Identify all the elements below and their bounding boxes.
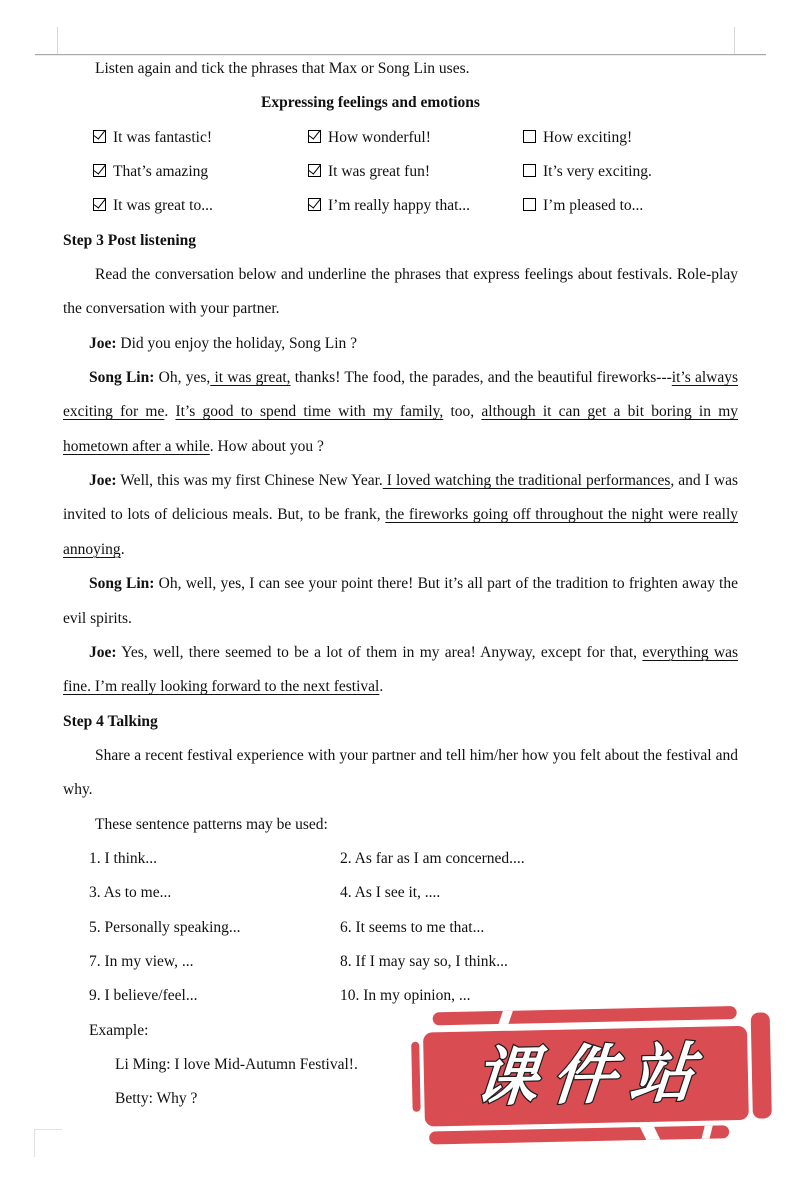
pattern-row (89, 911, 738, 945)
checkbox-checked-icon (308, 198, 321, 211)
checkbox-checked-icon (93, 164, 106, 177)
document-body (63, 52, 738, 1117)
section-title: Expressing feelings and emotions (261, 94, 480, 112)
speaker-name: Joe: (89, 643, 117, 661)
checkbox-row (93, 121, 738, 155)
dialogue-text: , and I was invited to lots of delicious meals. But, to be frank, (63, 472, 738, 524)
dialogue-text: Oh, well, yes, I can see your point there! But it’s all part of the tradition to frighten away the evil spirits. (63, 575, 738, 627)
dialogue-text: Did you enjoy the holiday, Song Lin ? (116, 334, 358, 352)
intro-line: Listen again and tick the phrases that Max or Song Lin uses. (95, 60, 470, 77)
checkbox-label: It was great to... (113, 197, 213, 215)
pattern-item: 10. In my opinion, ... (340, 987, 471, 1005)
checkbox-item (523, 121, 738, 155)
pattern-item: 1. I think... (89, 849, 158, 867)
example-line: Betty: Why ? (115, 1090, 198, 1108)
pattern-item: 9. I believe/feel... (89, 987, 198, 1005)
example-label: Example: (89, 1021, 149, 1039)
pattern-row (89, 945, 738, 979)
dialogue-text: Yes, well, there seemed to be a lot of them in my area! Anyway, except for that, (116, 643, 643, 661)
checkbox-unchecked-icon (523, 130, 536, 143)
pattern-item: 2. As far as I am concerned.... (340, 849, 525, 867)
patterns-intro: These sentence patterns may be used: (95, 815, 328, 833)
dialogue-text: . (120, 540, 125, 558)
dialogue-text: . (379, 678, 384, 696)
checkbox-checked-icon (93, 198, 106, 211)
checkbox-item (308, 155, 523, 189)
checkbox-item (308, 189, 523, 223)
pattern-item: 5. Personally speaking... (89, 918, 241, 936)
dialogue-paragraph (63, 464, 738, 567)
checkbox-label: How exciting! (543, 128, 633, 146)
pattern-item: 4. As I see it, .... (340, 884, 441, 902)
step4-share-instruction: Share a recent festival experience with your partner and tell him/her how you felt about the festival and why. (63, 746, 738, 799)
underlined-phrase: it was great, (210, 369, 291, 387)
underlined-phrase: It’s good to spend time with my family, (175, 403, 444, 421)
dialogue-text: Well, this was my first Chinese New Year. (116, 472, 383, 490)
checkbox-label: It’s very exciting. (543, 163, 652, 181)
page-margin-tick-left (57, 27, 58, 54)
pattern-item: 6. It seems to me that... (340, 918, 485, 936)
page-margin-tick-right (734, 27, 735, 54)
underlined-phrase: it’s always exciting for me (63, 369, 739, 421)
dialogue-text: Oh, yes, (154, 369, 211, 387)
checkbox-checked-icon (308, 130, 321, 143)
dialogue-text: . How about you ? (209, 437, 324, 455)
dialogue-paragraph (63, 567, 738, 636)
stamp-text: 课件站 (470, 1036, 712, 1116)
checkbox-label: It was fantastic! (113, 128, 212, 146)
checkbox-item (308, 121, 523, 155)
dialogue (63, 327, 738, 705)
checkbox-label: It was great fun! (328, 163, 430, 181)
text-boundary-corner-mark (34, 1129, 62, 1157)
speaker-name: Joe: (89, 334, 117, 352)
checkbox-item (523, 189, 738, 223)
step3-instruction: Read the conversation below and underline the phrases that express feelings about festivals. Role-play the conversation with your partner. (63, 266, 738, 318)
checkbox-item (523, 155, 738, 189)
patterns-list (63, 842, 738, 1014)
example-line: Li Ming: I love Mid-Autumn Festival!. (115, 1055, 358, 1073)
underlined-phrase: everything was fine. I’m really looking forward to the next festival (63, 643, 738, 696)
checkbox-label: How wonderful! (328, 128, 431, 146)
feelings-grid (63, 121, 738, 224)
checkbox-label: I’m really happy that... (328, 197, 471, 215)
step4-heading: Step 4 Talking (63, 712, 158, 730)
underlined-phrase: although it can get a bit boring in my hometown after a while (63, 403, 739, 455)
checkbox-item (93, 189, 308, 223)
pattern-item: 7. In my view, ... (89, 952, 194, 970)
pattern-item: 3. As to me... (89, 884, 172, 902)
checkbox-item (93, 121, 308, 155)
watermark-stamp (411, 1002, 782, 1155)
stamp-body (423, 1026, 749, 1127)
underlined-phrase: the fireworks going off throughout the night were really annoying (63, 506, 739, 558)
checkbox-unchecked-icon (523, 164, 536, 177)
stamp-border-bottom (429, 1125, 729, 1144)
dialogue-text: thanks! The food, the parades, and the beautiful fireworks--- (290, 369, 672, 387)
checkbox-unchecked-icon (523, 198, 536, 211)
speaker-name: Song Lin: (89, 369, 155, 387)
speaker-name: Song Lin: (89, 575, 155, 593)
checkbox-label: I’m pleased to... (543, 197, 644, 215)
dialogue-text: . (164, 403, 176, 421)
stamp-border-left (411, 1042, 420, 1112)
checkbox-row (93, 155, 738, 189)
pattern-row (89, 842, 738, 876)
speaker-name: Joe: (89, 472, 117, 490)
stamp-border-right (751, 1012, 772, 1118)
dialogue-paragraph (63, 361, 738, 464)
stamp-border-top (433, 1006, 737, 1025)
dialogue-paragraph (63, 636, 738, 705)
dialogue-paragraph (63, 327, 738, 361)
checkbox-item (93, 155, 308, 189)
pattern-item: 8. If I may say so, I think... (340, 952, 508, 970)
checkbox-row (93, 189, 738, 223)
checkbox-label: That’s amazing (113, 163, 209, 181)
checkbox-checked-icon (308, 164, 321, 177)
dialogue-text: too, (443, 403, 482, 421)
underlined-phrase: I loved watching the traditional performances (382, 472, 671, 490)
step3-heading: Step 3 Post listening (63, 231, 197, 249)
pattern-row (89, 876, 738, 910)
checkbox-checked-icon (93, 130, 106, 143)
